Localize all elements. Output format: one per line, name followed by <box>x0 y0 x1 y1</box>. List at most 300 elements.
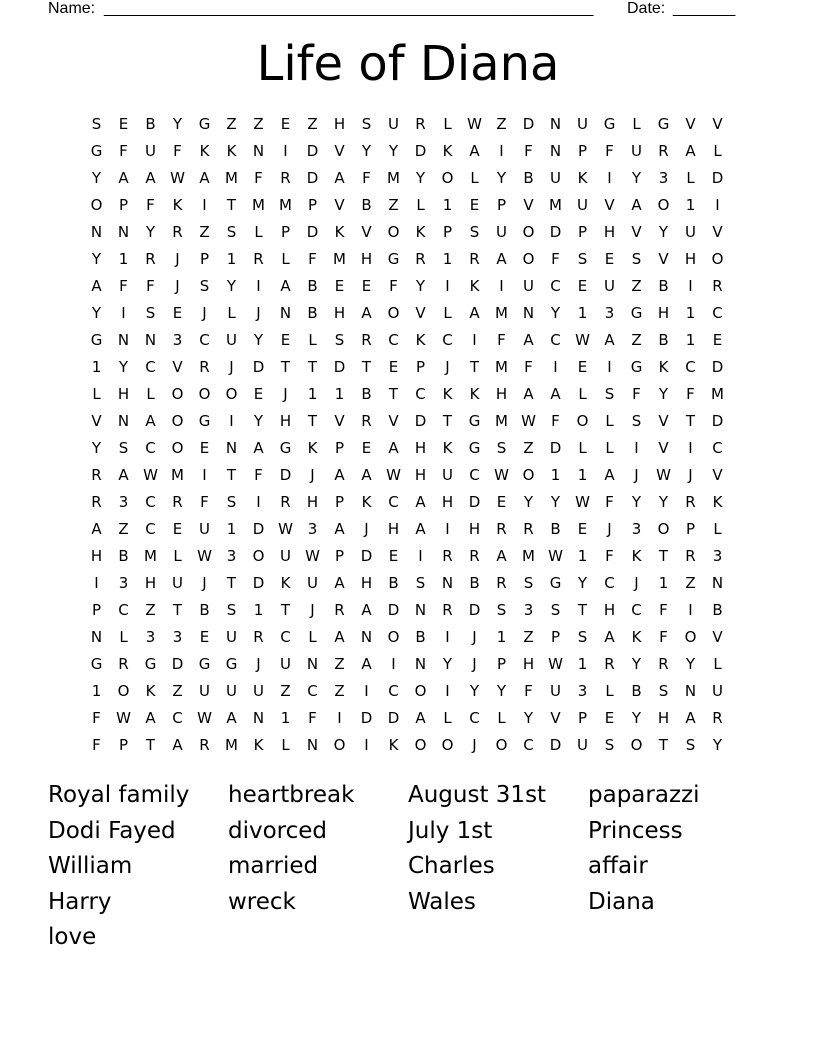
grid-letter: W <box>143 466 158 484</box>
grid-letter: D <box>711 358 724 376</box>
grid-letter: O <box>90 196 103 214</box>
grid-letter: O <box>171 385 184 403</box>
grid-row <box>83 408 733 435</box>
grid-letter: 3 <box>577 682 588 700</box>
grid-letter: O <box>387 223 400 241</box>
grid-letter: M <box>144 547 157 565</box>
grid-letter: L <box>713 142 722 160</box>
grid-letter: D <box>306 142 319 160</box>
grid-letter: J <box>310 601 315 619</box>
grid-letter: D <box>360 709 373 727</box>
grid-letter: O <box>387 628 400 646</box>
grid-letter: R <box>280 493 291 511</box>
grid-letter: U <box>199 520 210 538</box>
grid-letter: A <box>361 655 372 673</box>
grid-letter: A <box>685 142 696 160</box>
grid-letter: 1 <box>118 250 129 268</box>
grid-letter: Z <box>523 628 534 646</box>
grid-letter: S <box>469 223 480 241</box>
grid-letter: A <box>415 520 426 538</box>
grid-letter: V <box>523 196 534 214</box>
grid-letter: P <box>91 601 102 619</box>
grid-letter: I <box>688 277 693 295</box>
grid-letter: Z <box>685 574 696 592</box>
grid-letter: Y <box>496 169 507 187</box>
grid-letter: V <box>658 412 669 430</box>
grid-letter: B <box>550 520 561 538</box>
letter-grid <box>83 111 733 759</box>
grid-letter: V <box>91 412 102 430</box>
grid-letter: Z <box>334 655 345 673</box>
grid-letter: E <box>361 277 372 295</box>
grid-letter: C <box>631 601 642 619</box>
grid-letter: A <box>361 466 372 484</box>
grid-letter: D <box>387 709 400 727</box>
grid-letter: A <box>496 250 507 268</box>
grid-letter: E <box>361 439 372 457</box>
grid-letter: O <box>441 736 454 754</box>
grid-letter: E <box>280 331 291 349</box>
grid-letter: H <box>144 574 157 592</box>
grid-letter: N <box>711 574 724 592</box>
grid-row <box>83 705 733 732</box>
grid-letter: Y <box>388 142 399 160</box>
grid-letter: A <box>415 493 426 511</box>
grid-letter: K <box>253 736 264 754</box>
grid-letter: T <box>361 358 372 376</box>
grid-letter: R <box>442 601 453 619</box>
grid-row <box>83 327 733 354</box>
grid-row <box>83 381 733 408</box>
word-bank-item: Harry <box>48 888 112 915</box>
grid-letter: A <box>469 304 480 322</box>
grid-letter: D <box>279 466 292 484</box>
grid-letter: N <box>684 682 697 700</box>
grid-letter: D <box>549 223 562 241</box>
grid-letter: K <box>631 547 642 565</box>
grid-letter: B <box>658 331 669 349</box>
grid-letter: D <box>414 412 427 430</box>
grid-letter: J <box>283 385 288 403</box>
grid-letter: D <box>333 358 346 376</box>
grid-letter: E <box>172 304 183 322</box>
grid-letter: D <box>468 601 481 619</box>
grid-letter: N <box>252 142 265 160</box>
grid-letter: B <box>388 574 399 592</box>
grid-letter: L <box>443 115 452 133</box>
grid-letter: I <box>445 520 450 538</box>
grid-letter: H <box>279 412 292 430</box>
grid-letter: S <box>91 115 102 133</box>
grid-letter: G <box>468 439 481 457</box>
grid-letter: P <box>496 655 507 673</box>
grid-letter: C <box>469 709 480 727</box>
grid-letter: 1 <box>253 601 264 619</box>
grid-letter: C <box>523 736 534 754</box>
grid-letter: C <box>307 682 318 700</box>
grid-letter: I <box>445 628 450 646</box>
grid-letter: 1 <box>334 385 345 403</box>
grid-letter: K <box>469 385 480 403</box>
grid-letter: A <box>199 169 210 187</box>
grid-letter: D <box>252 574 265 592</box>
grid-letter: W <box>656 466 671 484</box>
grid-letter: D <box>522 115 535 133</box>
grid-letter: F <box>605 493 614 511</box>
word-bank-item: affair <box>588 853 648 879</box>
grid-letter: O <box>657 196 670 214</box>
grid-letter: F <box>92 709 101 727</box>
grid-letter: L <box>578 385 587 403</box>
grid-letter: A <box>334 628 345 646</box>
grid-letter: S <box>631 250 642 268</box>
grid-letter: U <box>145 142 156 160</box>
grid-letter: G <box>198 115 211 133</box>
grid-letter: R <box>604 655 615 673</box>
grid-letter: U <box>280 655 291 673</box>
grid-letter: V <box>550 709 561 727</box>
grid-letter: A <box>604 331 615 349</box>
grid-letter: C <box>604 574 615 592</box>
grid-row <box>83 300 733 327</box>
grid-letter: N <box>306 655 319 673</box>
grid-letter: V <box>415 304 426 322</box>
grid-letter: S <box>199 277 210 295</box>
grid-letter: F <box>497 331 506 349</box>
grid-letter: N <box>414 655 427 673</box>
grid-letter: Y <box>91 169 102 187</box>
grid-letter: F <box>308 250 317 268</box>
grid-letter: W <box>197 709 212 727</box>
grid-letter: U <box>172 574 183 592</box>
grid-letter: C <box>145 493 156 511</box>
grid-row <box>83 111 733 138</box>
grid-letter: W <box>278 520 293 538</box>
grid-letter: T <box>685 412 696 430</box>
grid-letter: O <box>522 250 535 268</box>
grid-letter: O <box>225 385 238 403</box>
grid-letter: 1 <box>658 574 669 592</box>
grid-letter: Z <box>253 115 264 133</box>
grid-letter: C <box>712 304 723 322</box>
grid-letter: M <box>495 304 508 322</box>
grid-letter: G <box>90 655 103 673</box>
grid-letter: O <box>414 736 427 754</box>
grid-letter: S <box>604 385 615 403</box>
grid-letter: A <box>253 439 264 457</box>
grid-letter: 1 <box>577 466 588 484</box>
grid-letter: I <box>337 709 342 727</box>
grid-letter: G <box>90 142 103 160</box>
grid-letter: Z <box>280 682 291 700</box>
grid-letter: W <box>521 412 536 430</box>
grid-letter: 3 <box>658 169 669 187</box>
grid-letter: V <box>631 223 642 241</box>
grid-letter: J <box>256 655 261 673</box>
grid-letter: 1 <box>91 358 102 376</box>
grid-letter: Y <box>631 493 642 511</box>
grid-letter: K <box>415 223 426 241</box>
name-label: Name: <box>48 0 96 17</box>
grid-letter: J <box>175 250 180 268</box>
grid-letter: C <box>685 358 696 376</box>
grid-letter: M <box>252 196 265 214</box>
grid-letter: P <box>334 439 345 457</box>
grid-letter: F <box>551 412 560 430</box>
grid-letter: T <box>442 412 453 430</box>
grid-letter: Y <box>145 223 156 241</box>
grid-letter: O <box>387 304 400 322</box>
word-bank-item: Princess <box>588 817 683 844</box>
grid-letter: U <box>253 682 264 700</box>
grid-letter: E <box>388 547 399 565</box>
grid-letter: A <box>91 277 102 295</box>
grid-letter: R <box>118 655 129 673</box>
grid-letter: R <box>496 520 507 538</box>
grid-letter: H <box>360 250 373 268</box>
grid-letter: R <box>415 250 426 268</box>
grid-letter: H <box>333 115 346 133</box>
grid-letter: I <box>472 331 477 349</box>
grid-letter: C <box>280 628 291 646</box>
grid-letter: B <box>469 574 480 592</box>
grid-letter: Y <box>685 655 696 673</box>
grid-letter: 1 <box>577 655 588 673</box>
grid-letter: W <box>305 547 320 565</box>
grid-letter: D <box>252 520 265 538</box>
grid-letter: M <box>711 385 724 403</box>
grid-letter: D <box>306 169 319 187</box>
grid-letter: C <box>469 466 480 484</box>
grid-letter: R <box>280 169 291 187</box>
word-bank-item: heartbreak <box>228 782 355 808</box>
grid-letter: B <box>145 115 156 133</box>
grid-letter: 3 <box>712 547 723 565</box>
grid-letter: O <box>441 169 454 187</box>
grid-letter: K <box>226 142 237 160</box>
grid-row <box>83 462 733 489</box>
grid-letter: F <box>686 385 695 403</box>
grid-letter: F <box>119 277 128 295</box>
grid-letter: F <box>92 736 101 754</box>
grid-letter: F <box>659 601 668 619</box>
grid-letter: W <box>575 493 590 511</box>
grid-letter: D <box>414 142 427 160</box>
grid-letter: L <box>632 115 641 133</box>
grid-letter: Y <box>631 709 642 727</box>
grid-letter: L <box>605 439 614 457</box>
grid-letter: C <box>388 331 399 349</box>
grid-letter: Z <box>145 601 156 619</box>
grid-letter: A <box>523 385 534 403</box>
grid-letter: H <box>468 520 481 538</box>
grid-letter: Z <box>631 277 642 295</box>
grid-letter: S <box>577 628 588 646</box>
grid-letter: F <box>389 277 398 295</box>
grid-letter: S <box>577 250 588 268</box>
grid-letter: K <box>658 358 669 376</box>
grid-letter: J <box>472 628 477 646</box>
grid-letter: V <box>172 358 183 376</box>
grid-letter: R <box>145 250 156 268</box>
grid-letter: O <box>522 223 535 241</box>
grid-letter: 1 <box>307 385 318 403</box>
grid-row <box>83 138 733 165</box>
grid-letter: B <box>307 304 318 322</box>
grid-letter: J <box>445 358 450 376</box>
grid-letter: 1 <box>442 250 453 268</box>
grid-letter: S <box>226 601 237 619</box>
grid-letter: 1 <box>91 682 102 700</box>
grid-letter: L <box>308 628 317 646</box>
grid-letter: V <box>658 250 669 268</box>
grid-letter: O <box>522 466 535 484</box>
grid-letter: A <box>334 520 345 538</box>
grid-letter: Y <box>415 277 426 295</box>
grid-letter: C <box>145 358 156 376</box>
word-bank-item: divorced <box>228 817 328 844</box>
grid-letter: Z <box>307 115 318 133</box>
grid-letter: T <box>226 574 237 592</box>
grid-letter: U <box>577 196 588 214</box>
grid-letter: P <box>334 547 345 565</box>
grid-letter: J <box>472 655 477 673</box>
grid-letter: E <box>604 250 615 268</box>
grid-row <box>83 435 733 462</box>
grid-letter: M <box>495 358 508 376</box>
grid-letter: 1 <box>226 520 237 538</box>
grid-letter: K <box>712 493 723 511</box>
grid-letter: 1 <box>550 466 561 484</box>
grid-letter: H <box>414 466 427 484</box>
grid-letter: U <box>226 628 237 646</box>
grid-letter: 3 <box>226 547 237 565</box>
grid-letter: Z <box>226 115 237 133</box>
grid-letter: V <box>712 628 723 646</box>
grid-letter: B <box>631 682 642 700</box>
grid-letter: R <box>469 547 480 565</box>
grid-letter: A <box>334 169 345 187</box>
grid-letter: I <box>229 412 234 430</box>
grid-letter: H <box>522 655 535 673</box>
grid-letter: D <box>711 412 724 430</box>
grid-letter: R <box>523 520 534 538</box>
grid-letter: Z <box>631 331 642 349</box>
grid-letter: I <box>553 358 558 376</box>
grid-letter: I <box>688 439 693 457</box>
grid-letter: Z <box>118 520 129 538</box>
grid-letter: Z <box>523 439 534 457</box>
grid-letter: R <box>685 547 696 565</box>
grid-letter: A <box>145 709 156 727</box>
grid-letter: L <box>443 304 452 322</box>
grid-letter: L <box>578 439 587 457</box>
grid-letter: N <box>279 304 292 322</box>
grid-letter: Y <box>91 439 102 457</box>
grid-letter: N <box>117 331 130 349</box>
grid-letter: O <box>171 412 184 430</box>
grid-row <box>83 516 733 543</box>
grid-letter: Y <box>550 493 561 511</box>
grid-letter: F <box>146 196 155 214</box>
grid-row <box>83 624 733 651</box>
grid-letter: N <box>414 601 427 619</box>
grid-letter: R <box>361 412 372 430</box>
grid-letter: F <box>605 142 614 160</box>
grid-letter: N <box>306 736 319 754</box>
grid-letter: A <box>334 574 345 592</box>
grid-letter: N <box>549 142 562 160</box>
word-bank-item: love <box>48 924 97 950</box>
grid-letter: P <box>415 358 426 376</box>
grid-letter: G <box>468 412 481 430</box>
grid-letter: P <box>550 628 561 646</box>
grid-letter: Y <box>442 655 453 673</box>
grid-letter: V <box>388 412 399 430</box>
grid-letter: O <box>171 439 184 457</box>
grid-letter: T <box>172 601 183 619</box>
grid-letter: Y <box>658 385 669 403</box>
grid-letter: N <box>360 628 373 646</box>
grid-letter: U <box>631 142 642 160</box>
grid-letter: V <box>334 142 345 160</box>
grid-letter: N <box>252 709 265 727</box>
grid-letter: J <box>229 358 234 376</box>
grid-letter: E <box>172 520 183 538</box>
grid-letter: O <box>657 520 670 538</box>
grid-letter: 1 <box>442 196 453 214</box>
grid-letter: T <box>658 736 669 754</box>
grid-letter: I <box>391 655 396 673</box>
grid-letter: A <box>685 709 696 727</box>
grid-letter: U <box>280 547 291 565</box>
word-bank-item: August 31st <box>408 782 547 808</box>
grid-letter: S <box>685 736 696 754</box>
grid-letter: K <box>415 331 426 349</box>
grid-letter: R <box>658 142 669 160</box>
grid-letter: F <box>524 682 533 700</box>
grid-letter: H <box>387 520 400 538</box>
grid-letter: T <box>577 601 588 619</box>
grid-letter: Y <box>631 169 642 187</box>
grid-letter: A <box>550 385 561 403</box>
grid-letter: L <box>119 628 128 646</box>
grid-letter: I <box>94 574 99 592</box>
grid-letter: T <box>388 385 399 403</box>
grid-letter: K <box>334 223 345 241</box>
grid-row <box>83 597 733 624</box>
grid-letter: N <box>90 628 103 646</box>
grid-letter: J <box>472 736 477 754</box>
grid-letter: J <box>634 466 639 484</box>
grid-letter: U <box>685 223 696 241</box>
grid-letter: H <box>495 385 508 403</box>
grid-letter: R <box>253 250 264 268</box>
grid-letter: W <box>467 115 482 133</box>
grid-letter: M <box>495 412 508 430</box>
grid-letter: S <box>226 223 237 241</box>
grid-letter: H <box>441 493 454 511</box>
header <box>48 0 748 20</box>
grid-letter: C <box>199 331 210 349</box>
grid-letter: H <box>684 250 697 268</box>
grid-letter: R <box>199 358 210 376</box>
grid-letter: M <box>333 250 346 268</box>
grid-letter: C <box>415 385 426 403</box>
grid-letter: V <box>604 196 615 214</box>
grid-letter: R <box>712 277 723 295</box>
grid-row <box>83 273 733 300</box>
